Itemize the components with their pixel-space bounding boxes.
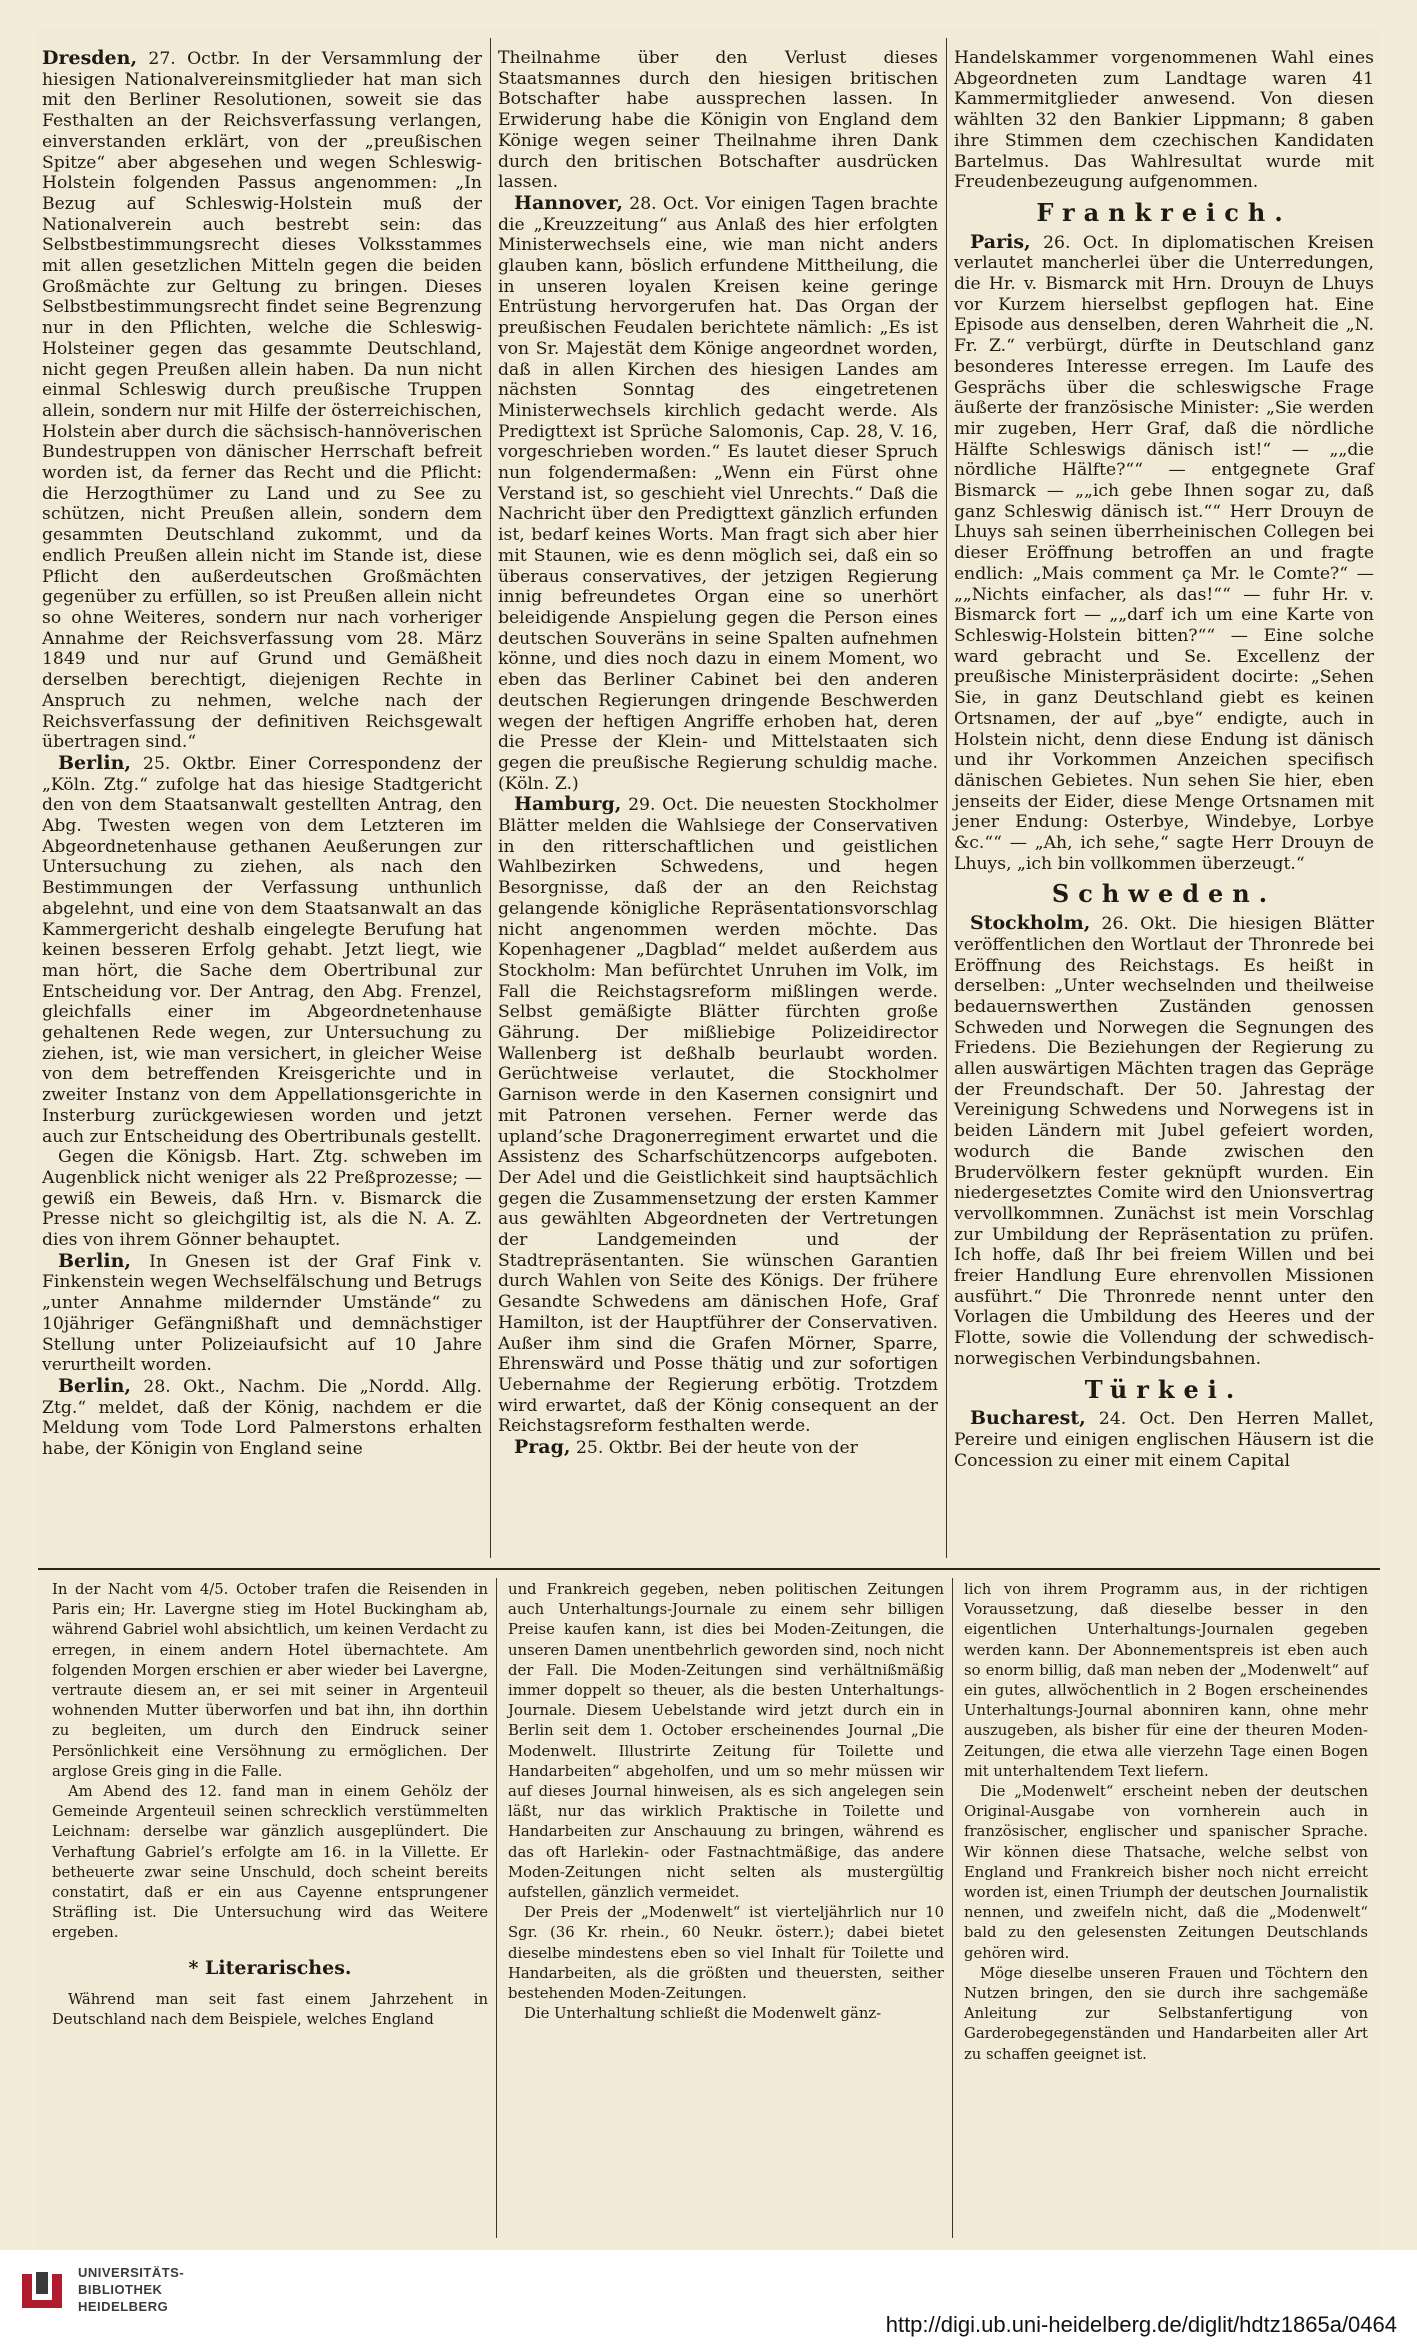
article-berlin-2 bbox=[42, 1251, 482, 1376]
article-prag-continued bbox=[954, 48, 1374, 193]
section-heading-sweden: Schweden. bbox=[1051, 879, 1277, 909]
article-text: 26. Oct. In diplomatischen Kreisen verlautet mancherlei über die Unterredungen, die Hr. v. Bismarck mit Hrn. Drouyn de Lhuys vor Kurzem hierselbst gepflogen hat. Eine Episode aus denselben, deren Wahrheit die „N. Fr. Z.“ verbürgt, dürfte in Deutschland ganz besonderes Interesse erregen. Im Laufe des Gesprächs über die schleswigsche Frage äußerte der französische Minister: „Sie werden mir zugeben, Herr Graf, daß die nördliche Hälfte Schleswigs dänisch ist!“ — „„die nördliche Hälfte?““ — entgegnete Graf Bismarck — „„ich gebe Ihnen sogar zu, daß ganz Schleswig dänisch ist.““ Herr Drouyn de Lhuys sah seinen überrheinischen Collegen bei dieser Eröffnung betroffen an und fragte endlich: „Mais comment ça Mr. le Comte?“ — „„Nichts einfacher, als das!““ — fuhr Hr. v. Bismarck fort — „„darf ich um eine Karte von Schleswig-Holstein bitten?““ — Eine solche ward gebracht und Se. Excellenz der preußische Ministerpräsident docirte: „Sehen Sie, in ganz Deutschland giebt es keinen Ortsnamen, der auf „bye“ endigte, auch in Holstein nicht, denn diese Endung ist dänisch und ihr Vorkommen Anzeichen specifisch dänischen Gebietes. Nun sehen Sie hier, eben jenseits der Eider, diese Menge Ortsnamen mit jener Endung: Osterbye, Windebye, Lorbye &c.““ — „Ah, ich sehe,“ sagte Herr Drouyn de Lhuys, „ich bin vollkommen überzeugt.“ bbox=[954, 232, 1374, 874]
dateline: Dresden, bbox=[42, 47, 138, 69]
feuilleton-paragraph: lich von ihrem Programm aus, in der richtigen Voraussetzung, daß dieselbe besser in den eigentlichen Unterhaltungs-Journalen gegeben werden kann. Der Abonnementspreis ist eben auch so enorm billig, daß man neben der „Modenwelt“ auf ein gutes, allwöchentlich in 2 Bogen erscheinendes Unterhaltungs-Journal abonniren kann, ohne mehr auszugeben, als bisher für eine der theuren Moden-Zeitungen, die etwa alle vierzehn Tage einen Bogen mit unterhaltendem Text liefern. bbox=[964, 1581, 1368, 1780]
dateline: Berlin, bbox=[58, 751, 132, 774]
library-name-line: BIBLIOTHEK bbox=[78, 2282, 163, 2297]
article-text: 27. Octbr. In der Versammlung der hiesigen Nationalvereinsmitglieder hat man sich mit den Berliner Resolutionen, soweit sie das Festhalten an der Reichsverfassung verlangen, einverstanden erklärt, von der „preußischen Spitze“ aber abgesehen und wegen Schleswig-Holstein folgenden Passus angenommen: „In Bezug auf Schleswig-Holstein muß der Nationalverein auch bestrebt sein: das Selbstbestimmungsrecht dieses Volksstammes mit allen gesetzlichen Mitteln gegen die beiden Großmächte zur Geltung zu bringen. Dieses Selbstbestimmungsrecht findet seine Begrenzung nur in den Pflichten, welche die Schleswig-Holsteiner gegen das gesammte Deutschland, nicht gegen Preußen allein haben. Da nun nicht einmal Schleswig durch preußische Truppen allein, sondern nur mit Hilfe der österreichischen, Holstein aber durch die sächsisch-hannöverischen Bundestruppen von dänischer Herrschaft befreit worden ist, da ferner das Recht und die Pflicht: die Herzogthümer zu Land und zu See zu schützen, nicht Preußen allein, sondern dem gesammten Deutschland zukommt, und da endlich Preußen allein nicht im Stande ist, diese Pflicht den außerdeutschen Großmächten gegenüber zu erfüllen, so ist Preußen allein nicht so ohne Weiteres, sondern nur nach vorheriger Annahme der Reichsverfassung vom 28. März 1849 und nur auf Grund und Gemäßheit derselben berechtigt, diejenigen Rechte in Anspruch zu nehmen, welche nach der Reichsverfassung der definitiven Reichsgewalt übertragen sind.“ bbox=[42, 49, 483, 753]
viewer-footer bbox=[0, 2250, 1417, 2348]
feuilleton-paragraph: Die Unterhaltung schließt die Modenwelt gänz- bbox=[524, 2005, 882, 2023]
source-url-link[interactable]: http://digi.ub.uni-heidelberg.de/diglit/hdtz1865a/0464 bbox=[885, 2312, 1397, 2337]
article-hamburg bbox=[498, 794, 938, 1437]
article-text: 28. Okt., Nachm. Die „Nordd. Allg. Ztg.“ meldet, daß der König, nachdem er die Meldung vom Tode Lord Palmerstons erhalten habe, der Königin von England seine bbox=[42, 1377, 482, 1460]
dateline: Prag, bbox=[514, 1436, 571, 1459]
feuilleton-paragraph: Während man seit fast einem Jahrzehent in Deutschland nach dem Beispiele, welches England bbox=[52, 1990, 488, 2029]
column-divider bbox=[946, 38, 947, 1558]
article-berlin-continued bbox=[498, 48, 938, 193]
article-text: Theilnahme über den Verlust dieses Staatsmannes durch den hiesigen britischen Botschafter habe aussprechen lassen. In Erwiderung habe die Königin von England dem Könige wegen seiner Theilnahme ihren Dank durch den britischen Botschafter ausdrücken lassen. bbox=[498, 48, 938, 193]
library-name-line: HEIDELBERG bbox=[78, 2299, 169, 2314]
feuilleton-separator bbox=[38, 1568, 1380, 1570]
feuilleton-paragraph: In der Nacht vom 4/5. October trafen die Reisenden in Paris ein; Hr. Lavergne stieg im Hotel Buckingham ab, während Gabriel wohl absichtlich, um keinen Verdacht zu erregen, in einem andern Hotel übernachtete. Am folgenden Morgen erschien er aber wieder bei Lavergne, vertraute diesem an, er sei mit seiner in Argenteuil wohnenden Mutter überworfen und bat ihn, ihn dorthin zu begleiten, um durch den Eindruck seiner Persönlichkeit eine Versöhnung zu ermöglichen. Der arglose Greis ging in die Falle. bbox=[52, 1581, 488, 1780]
feuilleton-paragraph: Die „Modenwelt“ erscheint neben der deutschen Original-Ausgabe von vornherein auch in französischer, englischer und spanischer Sprache. Wir können diese Thatsache, welche selbst von England und Frankreich bisher noch nicht erreicht worden ist, einen Triumph der deutschen Journalistik nennen, und zweifeln nicht, daß die „Modenwelt“ bald zu den gelesensten Zeitungen Deutschlands gehören wird. bbox=[964, 1783, 1368, 1962]
feuilleton-paragraph: und Frankreich gegeben, neben politischen Zeitungen auch Unterhaltungs-Journale zu einem sehr billigen Preise kaufen kann, ist dies bei Moden-Zeitungen, die unseren Damen unentbehrlich geworden sind, noch nicht der Fall. Die Moden-Zeitungen sind verhältnißmäßig immer doppelt so theuer, als die besten Unterhaltungs-Journale. Diesem Uebelstande wird jetzt durch ein in Berlin seit dem 1. October erscheinendes Journal „Die Modenwelt. Illustrirte Zeitung für Toilette und Handarbeiten“ abgeholfen, und um so mehr müssen wir auf dieses Journal hinweisen, als es sich angelegen sein läßt, nur das wirklich Praktische in Toilette und Handarbeiten zur Anschauung zu bringen, während es das oft Harlekin- oder Fastnachtmäßige, das andere Moden-Zeitungen nicht selten als mustergültig aufstellen, gänzlich vermeidet. bbox=[508, 1581, 944, 1902]
dateline: Paris, bbox=[970, 230, 1031, 253]
feuilleton-paragraph: Möge dieselbe unseren Frauen und Töchtern den Nutzen bringen, den sie durch ihre sachgemäße Anleitung zur Selbstanfertigung von Garderobegegenständen und Handarbeiten aller Art zu schaffen geeignet ist. bbox=[964, 1964, 1368, 2063]
article-text: Gegen die Königsb. Hart. Ztg. schweben im Augenblick nicht weniger als 22 Preßprozesse; — gewiß ein Beweis, daß Hrn. v. Bismarck die Presse nicht so gleichgiltig ist, als die N. A. Z. dies von ihrem Gönner behauptet. bbox=[42, 1147, 482, 1251]
feuilleton-paragraph: Am Abend des 12. fand man in einem Gehölz der Gemeinde Argenteuil seinen schrecklich verstümmelten Leichnam: derselbe war gänzlich ausgeplündert. Die Verhaftung Gabriel’s erfolgte am 16. in la Villette. Er betheuerte zwar seine Unschuld, doch scheint bereits constatirt, daß er ein aus Cayenne entsprungener Sträfling ist. Die Untersuchung wird das Weitere ergeben. bbox=[52, 1783, 488, 1942]
article-berlin-1 bbox=[42, 753, 482, 1147]
article-dresden bbox=[42, 48, 482, 753]
article-text: 25. Oktbr. Einer Correspondenz der „Köln. Ztg.“ zufolge hat das hiesige Stadtgericht den von dem Staatsanwalt gestellten Antrag, den Abg. Twesten wegen von dem Letzteren im Abgeordnetenhause gethanen Aeußerungen zur Untersuchung zu ziehen, als nach den Bestimmungen der Verfassung unthunlich abgelehnt, und eine von dem Staatsanwalt an das Kammergericht deshalb eingelegte Berufung hat keinen besseren Erfolg gehabt. Jetzt liegt, wie man hört, die Sache dem Obertribunal zur Entscheidung vor. Der Antrag, den Abg. Frenzel, gleichfalls einer im Abgeordnetenhause gehaltenen Rede wegen, zur Untersuchung zu ziehen, ist, wie man versichert, in gleicher Weise von dem betreffenden Kreisgerichte und in zweiter Instanz von dem Appellationsgerichte in Insterburg zurückgewiesen worden und jetzt auch zur Entscheidung des Obertribunals gestellt. bbox=[42, 753, 482, 1147]
section-heading-turkey: Türkei. bbox=[1084, 1374, 1244, 1404]
dateline: Hannover, bbox=[514, 191, 623, 214]
feuilleton-column-1 bbox=[52, 1580, 488, 2030]
feuilleton-paragraph: Der Preis der „Modenwelt“ ist vierteljährlich nur 10 Sgr. (36 Kr. rhein., 60 Neukr. österr.); dabei bietet dieselbe mindestens eben so viel Inhalt für Toilette und Handarbeiten, als die größten und theuersten, seither bestehenden Moden-Zeitungen. bbox=[508, 1904, 944, 2003]
column-2 bbox=[498, 48, 938, 1459]
article-bucharest bbox=[954, 1408, 1374, 1471]
column-divider bbox=[490, 38, 491, 1558]
library-name bbox=[78, 2264, 184, 2315]
dateline: Stockholm, bbox=[970, 912, 1091, 935]
library-name-line: UNIVERSITÄTS- bbox=[78, 2265, 185, 2280]
dateline: Berlin, bbox=[58, 1249, 132, 1272]
article-hannover bbox=[498, 193, 938, 794]
column-1 bbox=[42, 48, 482, 1460]
literary-heading: * Literarisches. bbox=[188, 1956, 352, 1979]
feuilleton-divider bbox=[952, 1578, 953, 2238]
dateline: Hamburg, bbox=[514, 793, 622, 816]
article-paris bbox=[954, 232, 1374, 875]
article-stockholm bbox=[954, 913, 1374, 1369]
feuilleton-column-3 bbox=[964, 1580, 1368, 2065]
dateline: Berlin, bbox=[58, 1375, 132, 1397]
article-text: Handelskammer vorgenommenen Wahl eines Abgeordneten zum Landtage waren 41 Kammermitglieder anwesend. Von diesen wählten 32 den Bankier Lippmann; 8 gaben ihre Stimmen dem czechischen Kandidaten Bartelmus. Das Wahlresultat wurde mit Freudenbezeugung aufgenommen. bbox=[954, 48, 1374, 193]
article-text: In Gnesen ist der Graf Fink v. Finkenstein wegen Wechselfälschung und Betrugs „unter Annahme mildernder Umstände“ zu 10jähriger Gefängnißhaft und demnächstiger Stellung unter Polizeiaufsicht auf 10 Jahre verurtheilt worden. bbox=[42, 1251, 482, 1376]
article-text: 24. Oct. Den Herren Mallet, Pereire und einigen englischen Häusern ist die Concession zu einer mit einem Capital bbox=[954, 1409, 1374, 1471]
article-text: 25. Oktbr. Bei der heute von der bbox=[570, 1438, 858, 1459]
feuilleton-column-2 bbox=[508, 1580, 944, 2024]
feuilleton-divider bbox=[496, 1578, 497, 2238]
article-prag bbox=[498, 1437, 938, 1459]
article-text: 26. Okt. Die hiesigen Blätter veröffentlichen den Wortlaut der Thronrede bei Eröffnung des Reichstags. Es heißt in derselben: „Unter wechselnden und theilweise bedauernswerthen Zuständen genossen Schweden und Norwegen die Segnungen des Friedens. Die Beziehungen der Regierung zu allen auswärtigen Mächten tragen das Gepräge der Freundschaft. Der 50. Jahrestag der Vereinigung Schwedens und Norwegens ist in beiden Ländern mit Jubel gefeiert worden, wodurch die Bande zwischen den Brudervölkern fester geknüpft wurden. Ein niedergesetztes Comite wird den Unionsvertrag vervollkommnen. Zunächst ist mein Vorschlag zur Umbildung der Repräsentation zu prüfen. Ich hoffe, daß Ihr bei freiem Willen und bei freier Handlung Eure ehrenvollen Missionen ausführt.“ Die Thronrede nennt unter den Vorlagen die Umbildung des Heeres und der Flotte, sowie die Vollendung der schwedisch-norwegischen Verbindungsbahnen. bbox=[954, 914, 1374, 1369]
dateline: Bucharest, bbox=[970, 1407, 1086, 1430]
article-koenigsberg bbox=[42, 1147, 482, 1251]
section-heading-france: Frankreich. bbox=[1036, 197, 1292, 227]
column-3 bbox=[954, 48, 1374, 1471]
newspaper-page bbox=[38, 30, 1380, 2250]
article-text: 29. Oct. Die neuesten Stockholmer Blätter melden die Wahlsiege der Conservativen in den ritterschaftlichen und geistlichen Wahlbezirken Schwedens, und hegen Besorgnisse, daß der an den Reichstag gelangende königliche Repräsentationsvorschlag nicht angenommen werden möchte. Das Kopenhagener „Dagblad“ meldet außerdem aus Stockholm: Man befürchtet Unruhen im Volk, im Fall die Reichstagsreform mißlingen werde. Selbst gemäßigte Blätter fürchten große Gährung. Der mißliebige Polizeidirector Wallenberg ist deßhalb beurlaubt worden. Gerüchtweise verlautet, die Stockholmer Garnison werde in den Kasernen consignirt und mit Patronen versehen. Ferner werde das upland’sche Dragonerregiment erwartet und die Assistenz des Scharfschützencorps aufgeboten. Der Adel und die Geistlichkeit sind hauptsächlich gegen die Zusammensetzung der ersten Kammer aus gewählten Abgeordneten der Vertretungen der Landgemeinden und der Stadtrepräsentanten. Sie wünschen Garantien durch Wahlen von Seite des Königs. Der frühere Gesandte Schwedens am dänischen Hofe, Graf Hamilton, ist der Hauptführer der Conservativen. Außer ihm sind die Grafen Mörner, Sparre, Ehrenswärd und Posse thätig und zur sofortigen Uebernahme der Regierung erbötig. Trotzdem wird erwartet, daß der König consequent an der Reichstagsreform festhalten werde. bbox=[498, 795, 938, 1437]
article-berlin-3 bbox=[42, 1376, 482, 1460]
university-library-logo-icon bbox=[16, 2264, 68, 2316]
article-text: 28. Oct. Vor einigen Tagen brachte die „Kreuzzeitung“ aus Anlaß des hier erfolgten Ministerwechsels eine, wie man nicht anders glauben kann, böslich erfundene Mittheilung, die in unseren loyalen Kreisen keine geringe Entrüstung hervorgerufen hat. Das Organ der preußischen Feudalen berichtete nämlich: „Es ist von Sr. Majestät dem Könige angeordnet worden, daß in allen Kirchen des hiesigen Landes am nächsten Sonntag des eingetretenen Ministerwechsels kirchlich gedacht werde. Als Predigttext ist Sprüche Salomonis, Cap. 28, V. 16, vorgeschrieben worden.“ Es lautet dieser Spruch nun folgendermaßen: „Wenn ein Fürst ohne Verstand ist, so geschieht viel Unrechts.“ Daß die Nachricht über den Predigttext gänzlich erfunden ist, bedarf keines Worts. Man fragt sich aber hier mit Staunen, wie es denn möglich sei, daß ein so überaus conservatives, der jetzigen Regierung innig befreundetes Organ eine so unerhört beleidigende Anspielung gegen die Person eines deutschen Souveräns in seine Spalten aufnehmen könne, und dies noch dazu in einem Moment, wo eben das Berliner Cabinet bei den anderen deutschen Regierungen dringende Beschwerden wegen der heftigen Angriffe erhoben hat, deren die Presse der Klein- und Mittelstaaten sich gegen die preußische Regierung schuldig mache. (Köln. Z.) bbox=[498, 193, 938, 794]
